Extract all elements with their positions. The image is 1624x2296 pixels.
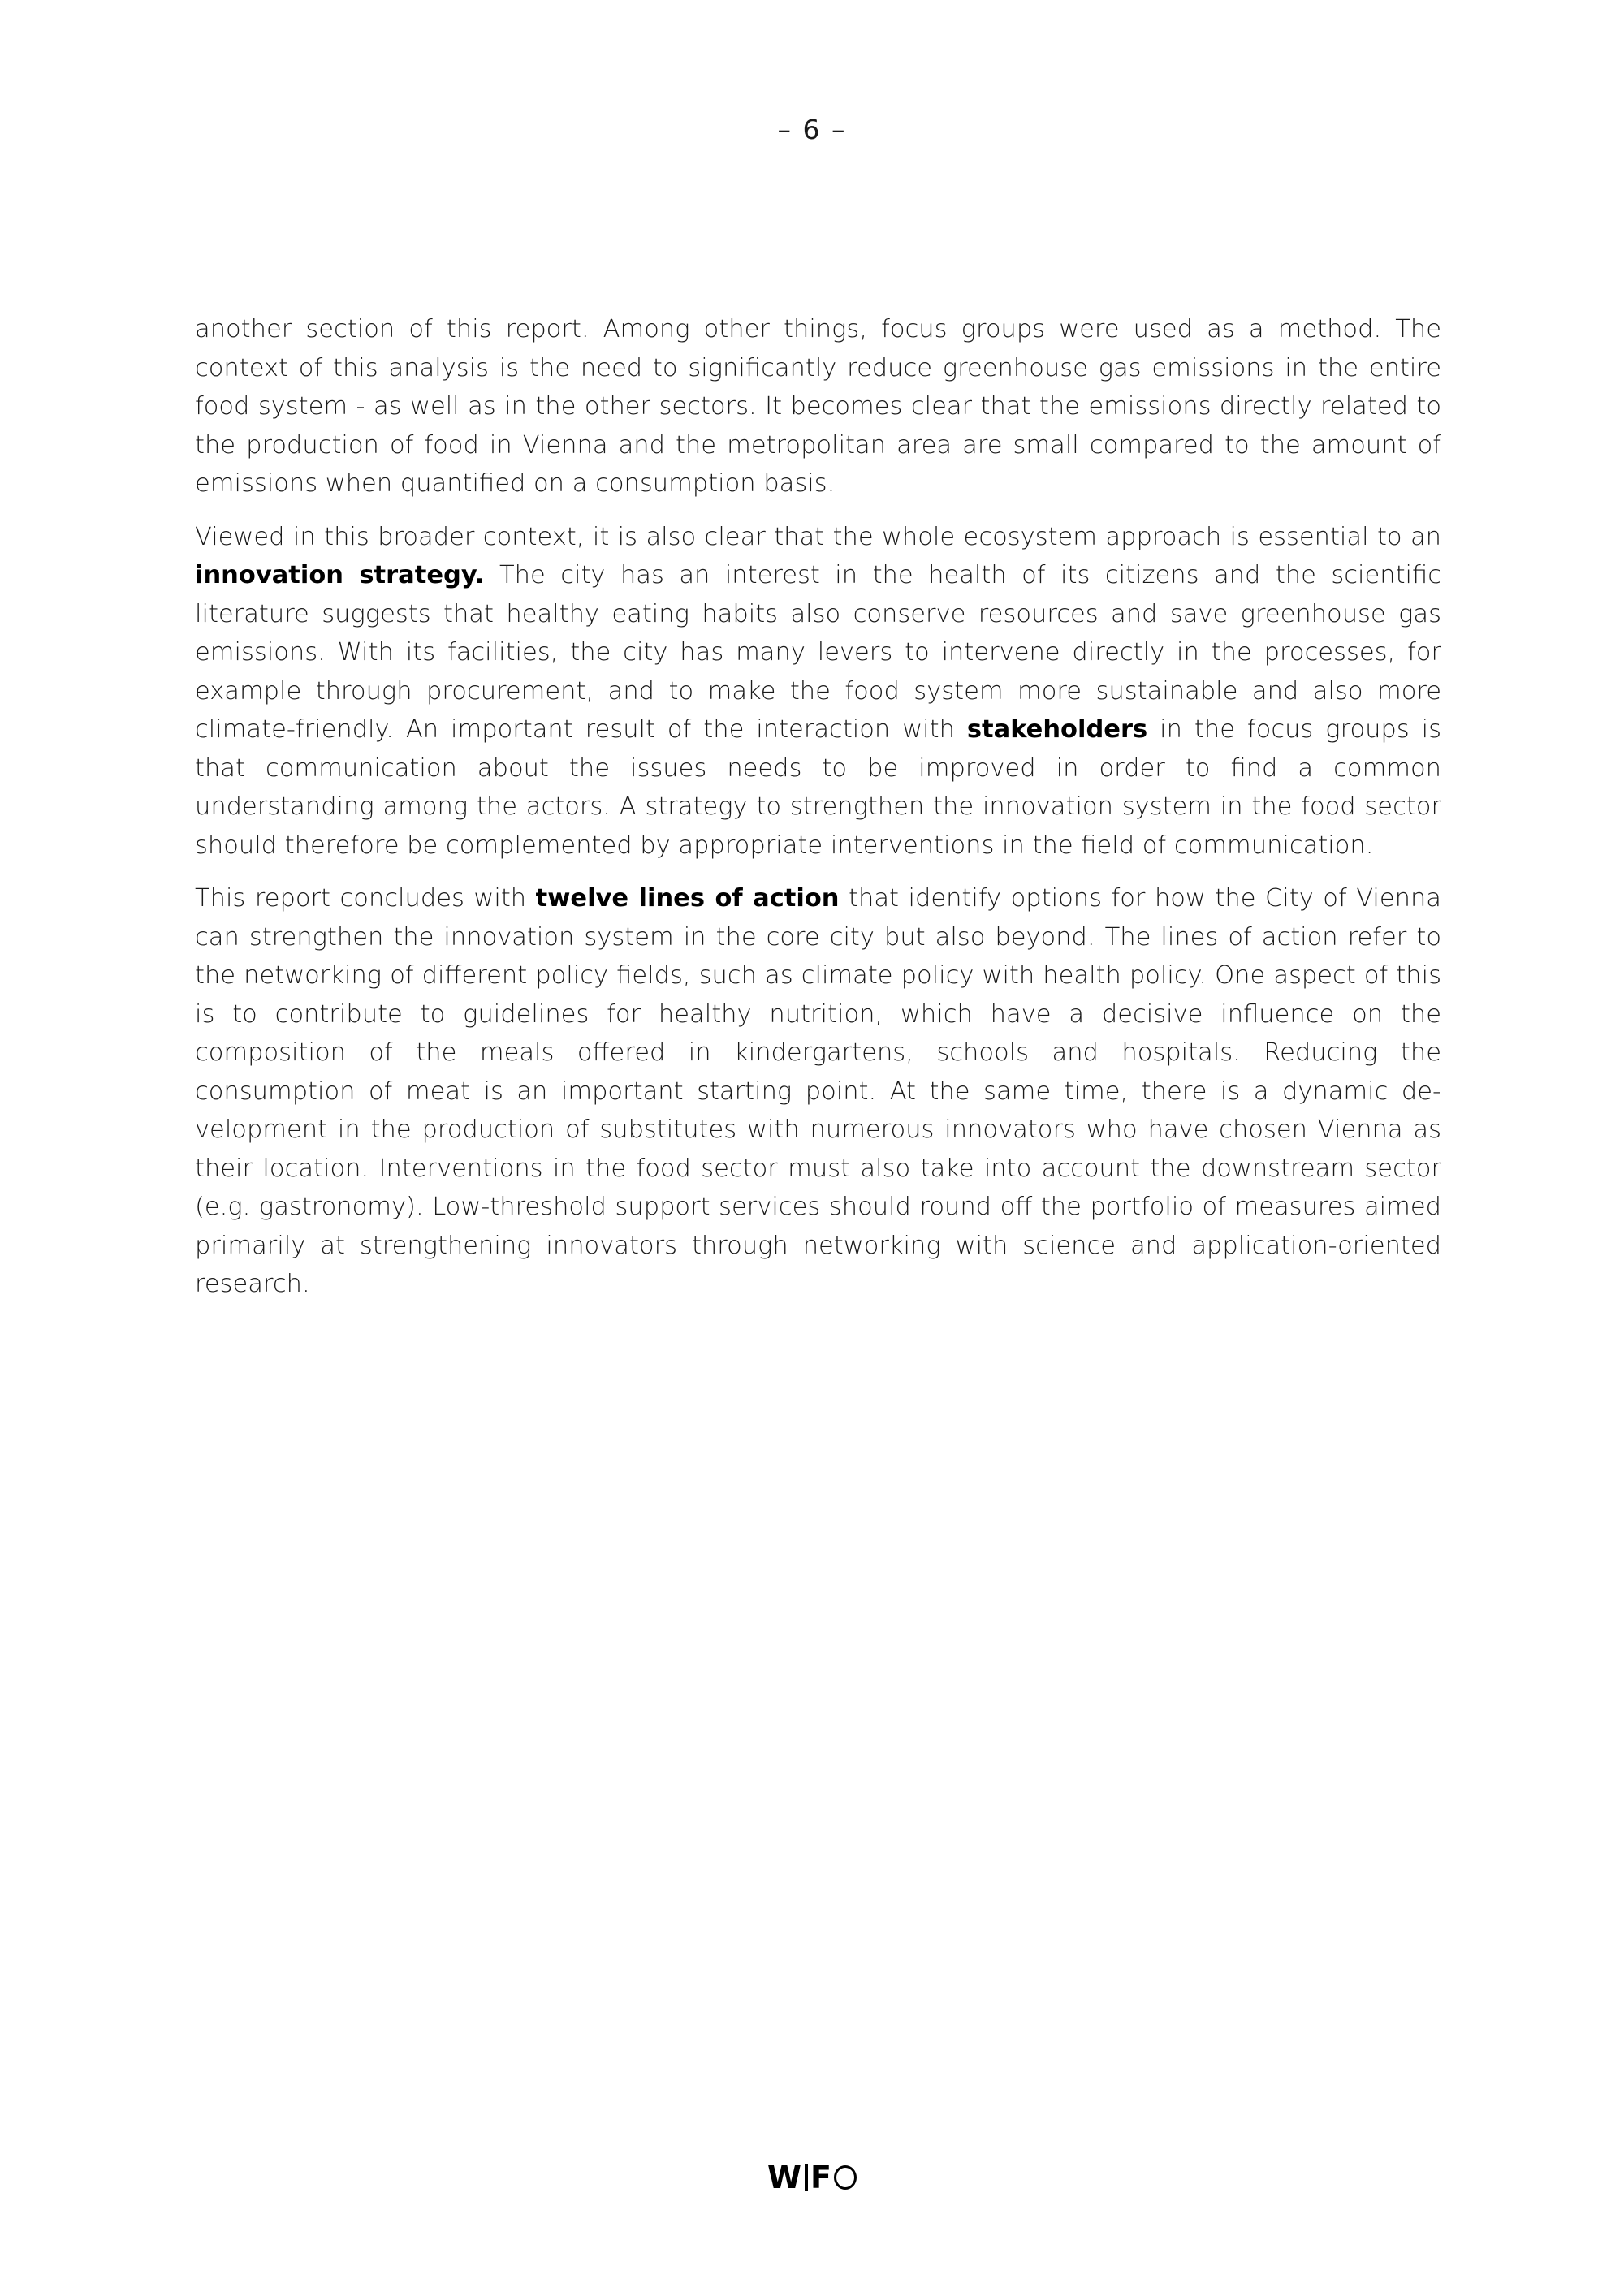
logo-bar xyxy=(805,2164,808,2191)
emphasis-stakeholders: stakeholders xyxy=(966,715,1148,744)
paragraph-3-text-a: This report concludes with xyxy=(195,884,536,913)
page-number: – 6 – xyxy=(777,114,847,145)
paragraph-3 xyxy=(195,879,1441,1304)
paragraph-2-text-b: The city has an interest in the health of its citizens and the scientific literature suggests that healthy eating habits also conserve resources and save greenhouse gas emissions. With its facilities, the city has many levers to intervene directly in the processes, for example through procurement, and to make the food system more sustainable and also more climate-friendly. An important result of the interaction with xyxy=(195,561,1441,744)
paragraph-2-text-a: Viewed in this broader context, it is also clear that the whole ecosystem approach is essential to an xyxy=(195,522,1441,551)
logo-letter-w: W xyxy=(767,2160,802,2195)
logo-letter-f: F xyxy=(810,2160,832,2195)
paragraph-1-text: another section of this report. Among other things, focus groups were used as a method. The context of this analysis is the need to significantly reduce greenhouse gas emissions in the entire food system - as well as in the other sectors. It becomes clear that the emissions directly related to the production of food in Vienna and the metropolitan area are small compared to the amount of emissions when quantified on a consumption basis. xyxy=(195,315,1441,498)
paragraph-3-text-b: that identify options for how the City of Vienna can strengthen the innovation system in the core city but also beyond. The lines of action refer to the networking of different policy fields, such as climate policy with health policy. One aspect of this is to contribute to guidelines for healthy nutrition, which have a decisive influence on the composition of the meals offered in kindergartens, schools and hospitals. Reducing the consumption of meat is an important starting point. At the same time, there is a dynamic development in the production of substitutes with numerous innovators who have chosen Vienna as their location. Interventions in the food sector must also take into account the downstream sector (e.g. gastronomy). Low-threshold support services should round off the portfolio of measures aimed primarily at strengthening innovators through networking with science and application-oriented research. xyxy=(195,884,1441,1298)
emphasis-innovation-strategy: innovation strategy. xyxy=(195,561,485,589)
emphasis-twelve-lines-of-action: twelve lines of action xyxy=(535,884,840,913)
body-text xyxy=(195,310,1441,1318)
wifo-logo xyxy=(0,2160,1624,2195)
paragraph-2-text-c: in the focus groups is that communication about the issues needs to be improved in order to find a common understanding among the actors. A strategy to strengthen the innovation system in the food sector should therefore be complemented by appropriate interventions in the field of communication. xyxy=(195,715,1442,860)
paragraph-1 xyxy=(195,310,1441,503)
paragraph-2 xyxy=(195,518,1441,865)
logo-circle-icon xyxy=(834,2165,857,2190)
